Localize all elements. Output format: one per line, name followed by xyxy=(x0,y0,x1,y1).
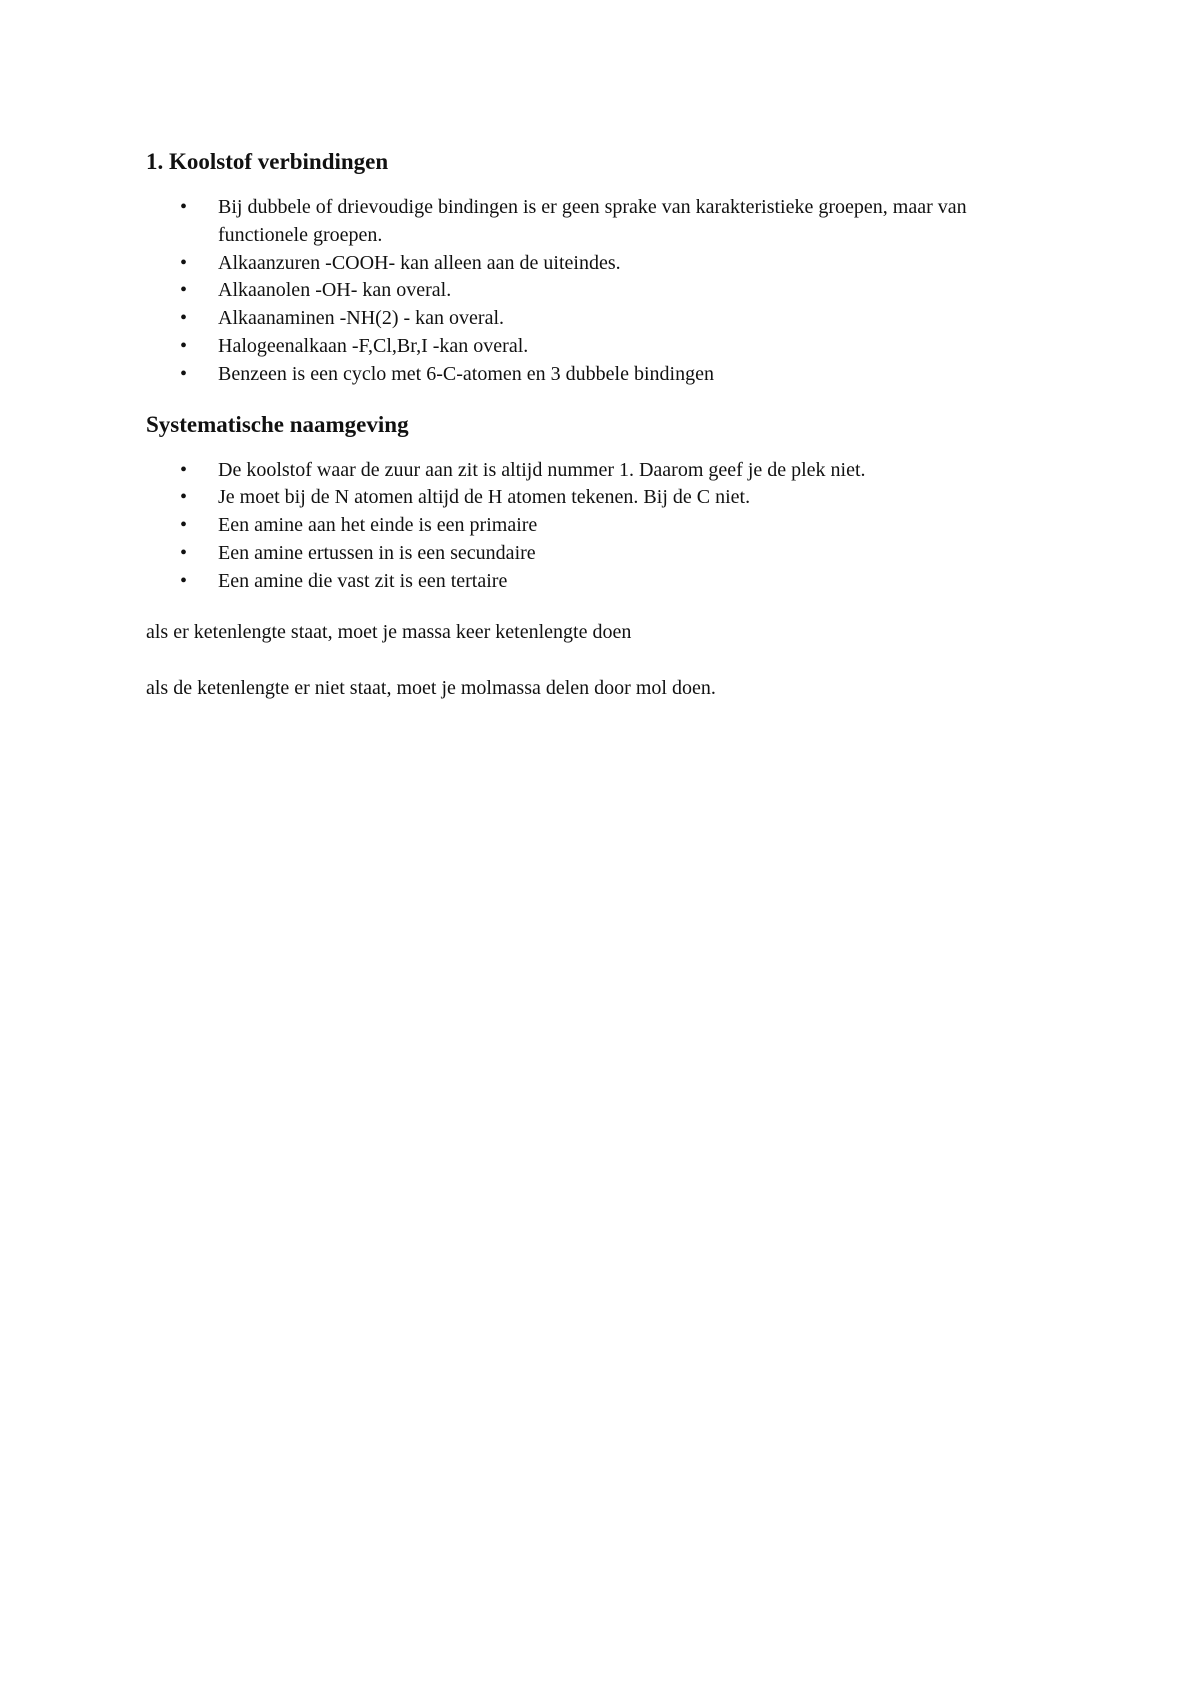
list-item-text: Alkaanzuren -COOH- kan alleen aan de uiteindes. xyxy=(218,251,621,274)
list-item xyxy=(146,540,1046,568)
bullet-list-naamgeving xyxy=(146,457,1046,596)
list-item-text: De koolstof waar de zuur aan zit is altijd nummer 1. Daarom geef je de plek niet. xyxy=(218,458,866,481)
list-item-text: Een amine ertussen in is een secundaire xyxy=(218,541,536,564)
bullet-list-koolstof xyxy=(146,194,1046,389)
document-page xyxy=(146,138,1046,702)
bullet-icon: • xyxy=(180,279,188,302)
list-item-text: Een amine die vast zit is een tertaire xyxy=(218,569,508,592)
paragraph-ketenlengte-niet: als de ketenlengte er niet staat, moet je molmassa delen door mol doen. xyxy=(146,676,716,699)
list-item xyxy=(146,250,1046,278)
list-item-text: Bij dubbele of drievoudige bindingen is er geen sprake van karakteristieke groepen, maar van functionele groepen. xyxy=(218,196,967,246)
bullet-icon: • xyxy=(180,251,188,274)
list-item xyxy=(146,568,1046,596)
list-item-text: Alkaanolen -OH- kan overal. xyxy=(218,279,452,302)
paragraph-ketenlengte-staat: als er ketenlengte staat, moet je massa keer ketenlengte doen xyxy=(146,620,632,643)
bullet-icon: • xyxy=(180,196,188,218)
list-item-text: Alkaanaminen -NH(2) - kan overal. xyxy=(218,307,504,330)
list-item-text: Je moet bij de N atomen altijd de H atomen tekenen. Bij de C niet. xyxy=(218,486,751,509)
list-item xyxy=(146,512,1046,540)
list-item-text: Benzeen is een cyclo met 6-C-atomen en 3 dubbele bindingen xyxy=(218,362,714,385)
list-item-text: Halogeenalkaan -F,Cl,Br,I -kan overal. xyxy=(218,334,529,357)
bullet-icon: • xyxy=(180,486,188,509)
list-item xyxy=(146,484,1046,512)
bullet-icon: • xyxy=(180,541,188,564)
bullet-icon: • xyxy=(180,569,188,592)
bullet-icon: • xyxy=(180,458,188,481)
list-item xyxy=(146,333,1046,361)
list-item xyxy=(146,361,1046,389)
bullet-icon: • xyxy=(180,307,188,330)
bullet-icon: • xyxy=(180,334,188,357)
section-heading-systematische-naamgeving: Systematische naamgeving xyxy=(146,411,409,437)
list-item xyxy=(146,277,1046,305)
list-item xyxy=(146,194,1046,250)
list-item xyxy=(146,457,1046,485)
section-heading-koolstof-verbindingen: 1. Koolstof verbindingen xyxy=(146,149,389,174)
list-item xyxy=(146,305,1046,333)
bullet-icon: • xyxy=(180,362,188,385)
bullet-icon: • xyxy=(180,514,188,537)
list-item-text: Een amine aan het einde is een primaire xyxy=(218,514,538,537)
